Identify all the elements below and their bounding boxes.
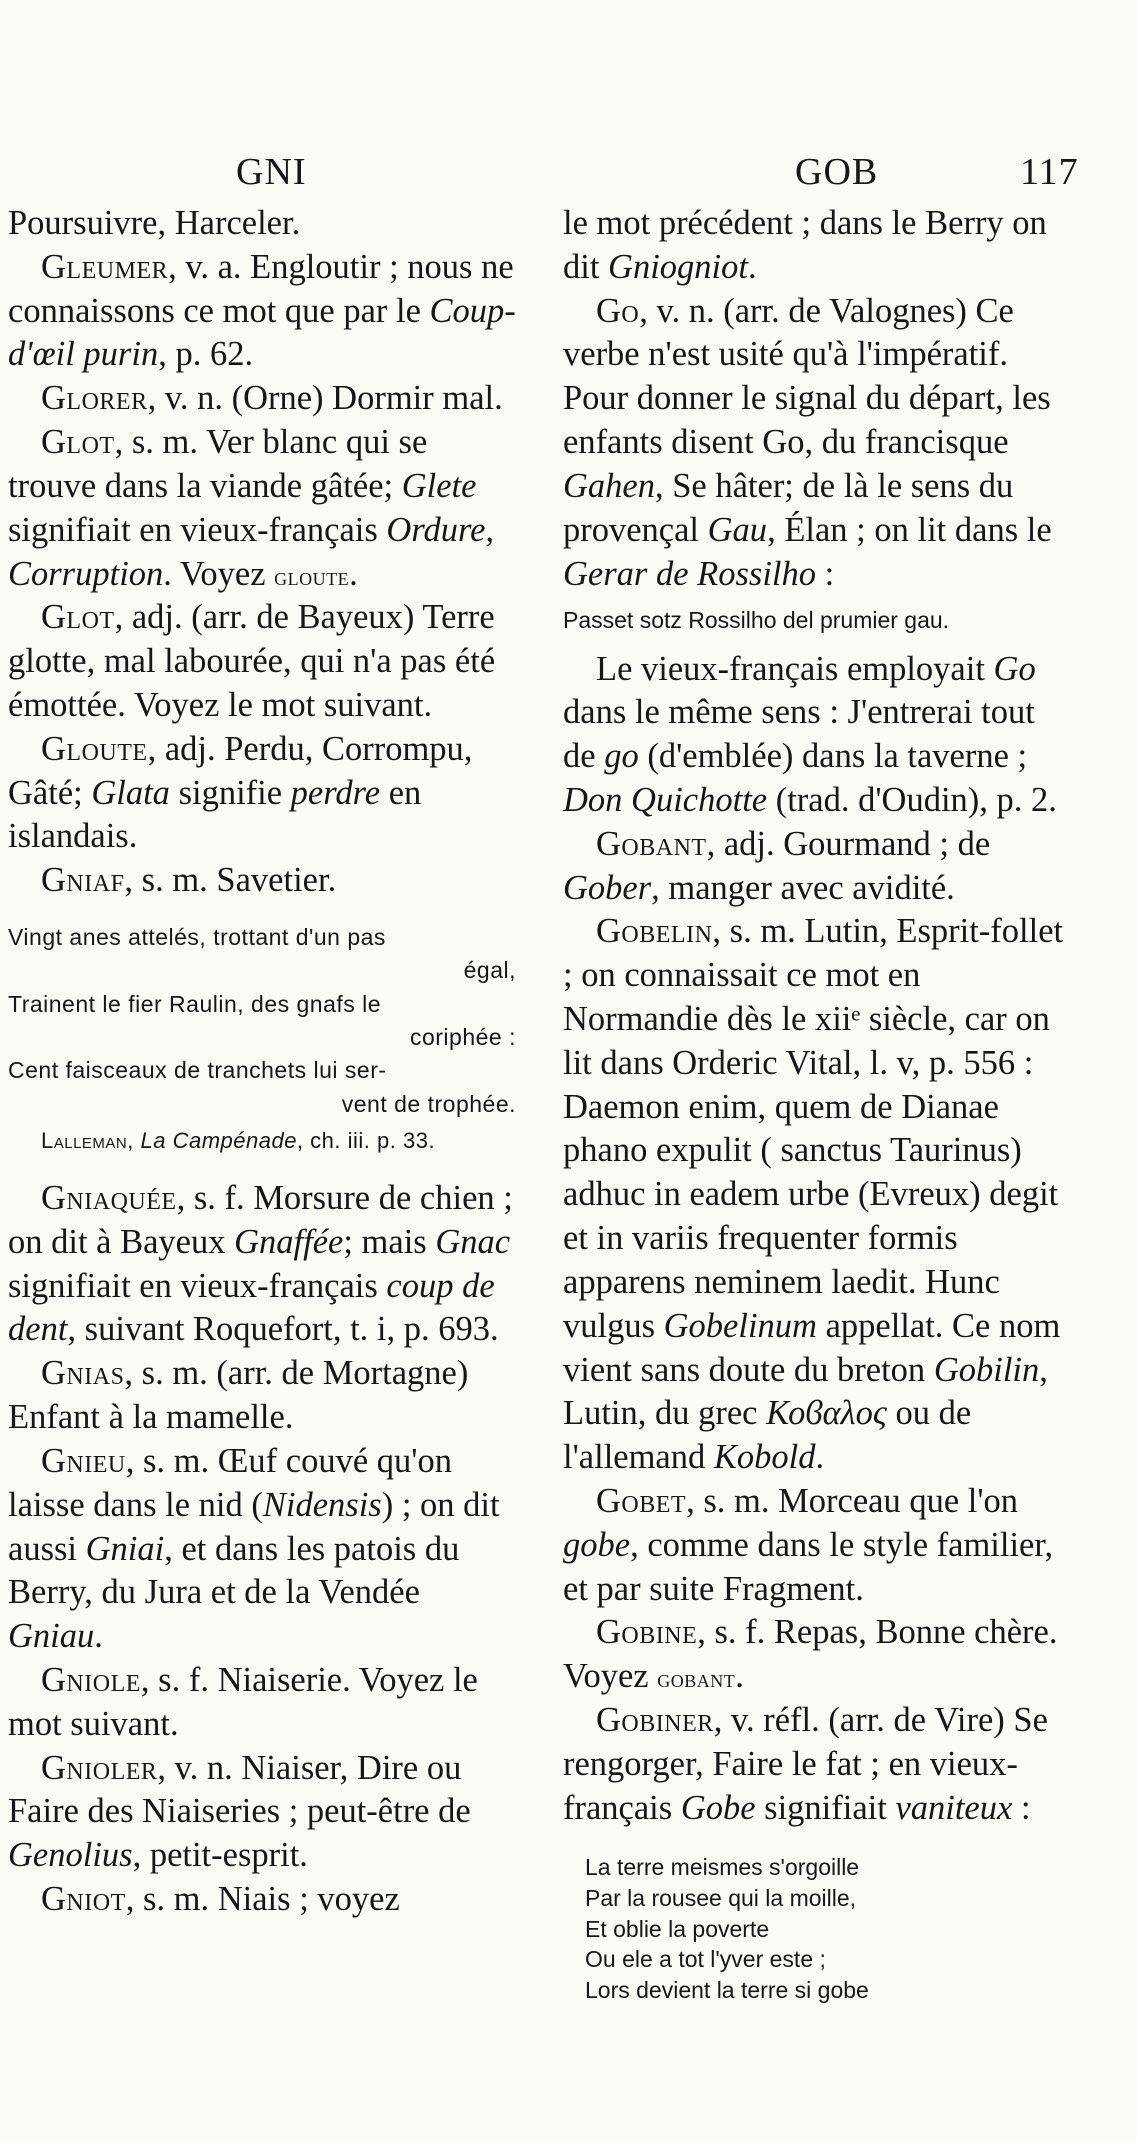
entry-go-continued: Le vieux-français employait Go dans le même sens : J'entrerai tout de go (d'emblée) dans la taverne ; Don Quichotte (trad. d'Oudin), p. 2. [563, 649, 1057, 819]
headword: Gobelin [596, 912, 713, 951]
headword: Glorer [41, 379, 148, 418]
entry-gobiner: Gobiner, v. réfl. (arr. de Vire) Se rengorger, Faire le fat ; en vieux-français Gobe signifiait vaniteux : [563, 1701, 1048, 1827]
entry-go: Go, v. n. (arr. de Valognes) Ce verbe n'est usité qu'à l'impératif. Pour donner le signal du départ, les enfants disent Go, du francisque Gahen, Se hâter; de là le sens du provençal Gau, Élan ; on lit dans le Gerar de Rossilho : [563, 291, 1052, 593]
entry-gnioler: Gnioler, v. n. Niaiser, Dire ou Faire des Niaiseries ; peut-être de Genolius, petit-esprit. [8, 1748, 471, 1875]
headword: Gnieu [41, 1441, 126, 1480]
running-head-left: GNI [236, 151, 307, 193]
entry-gobant: Gobant, adj. Gourmand ; de Gober, manger avec avidité. [563, 824, 991, 907]
right-column [563, 202, 1073, 2005]
headword: Gobiner [596, 1701, 714, 1740]
headword: Gniaf [41, 861, 125, 900]
headword: Gobine [596, 1613, 698, 1652]
running-head-right: GOB [795, 151, 879, 193]
entry-gloute: Gloute, adj. Perdu, Corrompu, Gâté; Glata signifie perdre en islandais. [8, 729, 473, 856]
entry-glot-noun: Glot, s. m. Ver blanc qui se trouve dans la viande gâtée; Glete signifiait en vieux-français Ordure, Corruption. Voyez gloute. [8, 423, 495, 593]
headword: Gniot [41, 1880, 126, 1918]
left-column [8, 202, 516, 1922]
headword: Gniole [41, 1660, 141, 1699]
entry-gniaf: Gniaf, s. m. Savetier. [41, 861, 337, 900]
verse-quotation: La terre meismes s'orgoille Par la rousee qui la moille, Et oblie la poverte Ou ele a tot l'yver este ; Lors devient la terre si gobe [585, 1854, 869, 2003]
entry-continuation: Poursuivre, Harceler. [8, 204, 301, 242]
headword: Gniaquée [41, 1179, 177, 1217]
quotation-lalleman: Vingt anes attelés, trottant d'un pas égal, Trainent le fier Raulin, des gnafs le coriphée : Cent faisceaux de tranchets lui ser- vent de trophée. [8, 924, 516, 1117]
entry-gobet: Gobet, s. m. Morceau que l'on gobe, comme dans le style familier, et par suite Fragment. [563, 1481, 1054, 1608]
headword: Gobet [596, 1481, 687, 1520]
quotation-gerar: Passet sotz Rossilho del prumier gau. [563, 607, 950, 634]
headword: Gnias [41, 1354, 125, 1393]
page-number: 117 [1020, 151, 1079, 193]
headword: Go [596, 291, 640, 330]
headword: Gnioler [41, 1748, 158, 1787]
entry-gobelin: Gobelin, s. m. Lutin, Esprit-follet ; on connaissait ce mot en Normandie dès le xiiᵉ siècle, car on lit dans Orderic Vital, l. v, p. 556 : Daemon enim, quem de Dianae phano expulit ( sanctus Taurinus) adhuc in eadem urbe (Evreux) degit et in variis frequenter formis apparens neminem laedit. Hunc vulgus Gobelinum appellat. Ce nom vient sans doute du breton Gobilin, Lutin, du grec Κοϐαλος ou de l'allemand Kobold. [563, 912, 1064, 1477]
headword: Gleumer [41, 247, 169, 286]
entry-glot-adj: Glot, adj. (arr. de Bayeux) Terre glotte, mal labourée, qui n'a pas été émottée. Voyez le mot suivant. [8, 598, 496, 724]
entry-gnieu: Gnieu, s. m. Œuf couvé qu'on laisse dans le nid (Nidensis) ; on dit aussi Gniai, et dans les patois du Berry, du Jura et de la Vendée Gniau. [8, 1441, 500, 1656]
entry-gniaquee: Gniaquée, s. f. Morsure de chien ; on dit à Bayeux Gnaffée; mais Gnac signifiait en vieux-français coup de dent, suivant Roquefort, t. i, p. 693. [8, 1179, 513, 1349]
entry-gleumer: Gleumer, v. a. Engloutir ; nous ne connaissons ce mot que par le Coup-d'œil purin, p. 62. [8, 247, 516, 374]
citation: Lalleman, La Campénade, ch. iii. p. 33. [41, 1128, 436, 1154]
headword: Glot [41, 598, 115, 637]
entry-continuation: le mot précédent ; dans le Berry on dit Gniogniot. [563, 204, 1047, 286]
entry-gnias: Gnias, s. m. (arr. de Mortagne) Enfant à la mamelle. [8, 1354, 469, 1437]
headword: Gloute [41, 729, 148, 768]
headword: Glot [41, 423, 115, 462]
entry-gobine: Gobine, s. f. Repas, Bonne chère. Voyez gobant. [563, 1613, 1058, 1696]
entry-gniot: Gniot, s. m. Niais ; voyez [41, 1880, 400, 1918]
headword: Gobant [596, 824, 707, 863]
entry-gniole: Gniole, s. f. Niaiserie. Voyez le mot suivant. [8, 1660, 478, 1743]
entry-glorer: Glorer, v. n. (Orne) Dormir mal. [41, 379, 503, 418]
